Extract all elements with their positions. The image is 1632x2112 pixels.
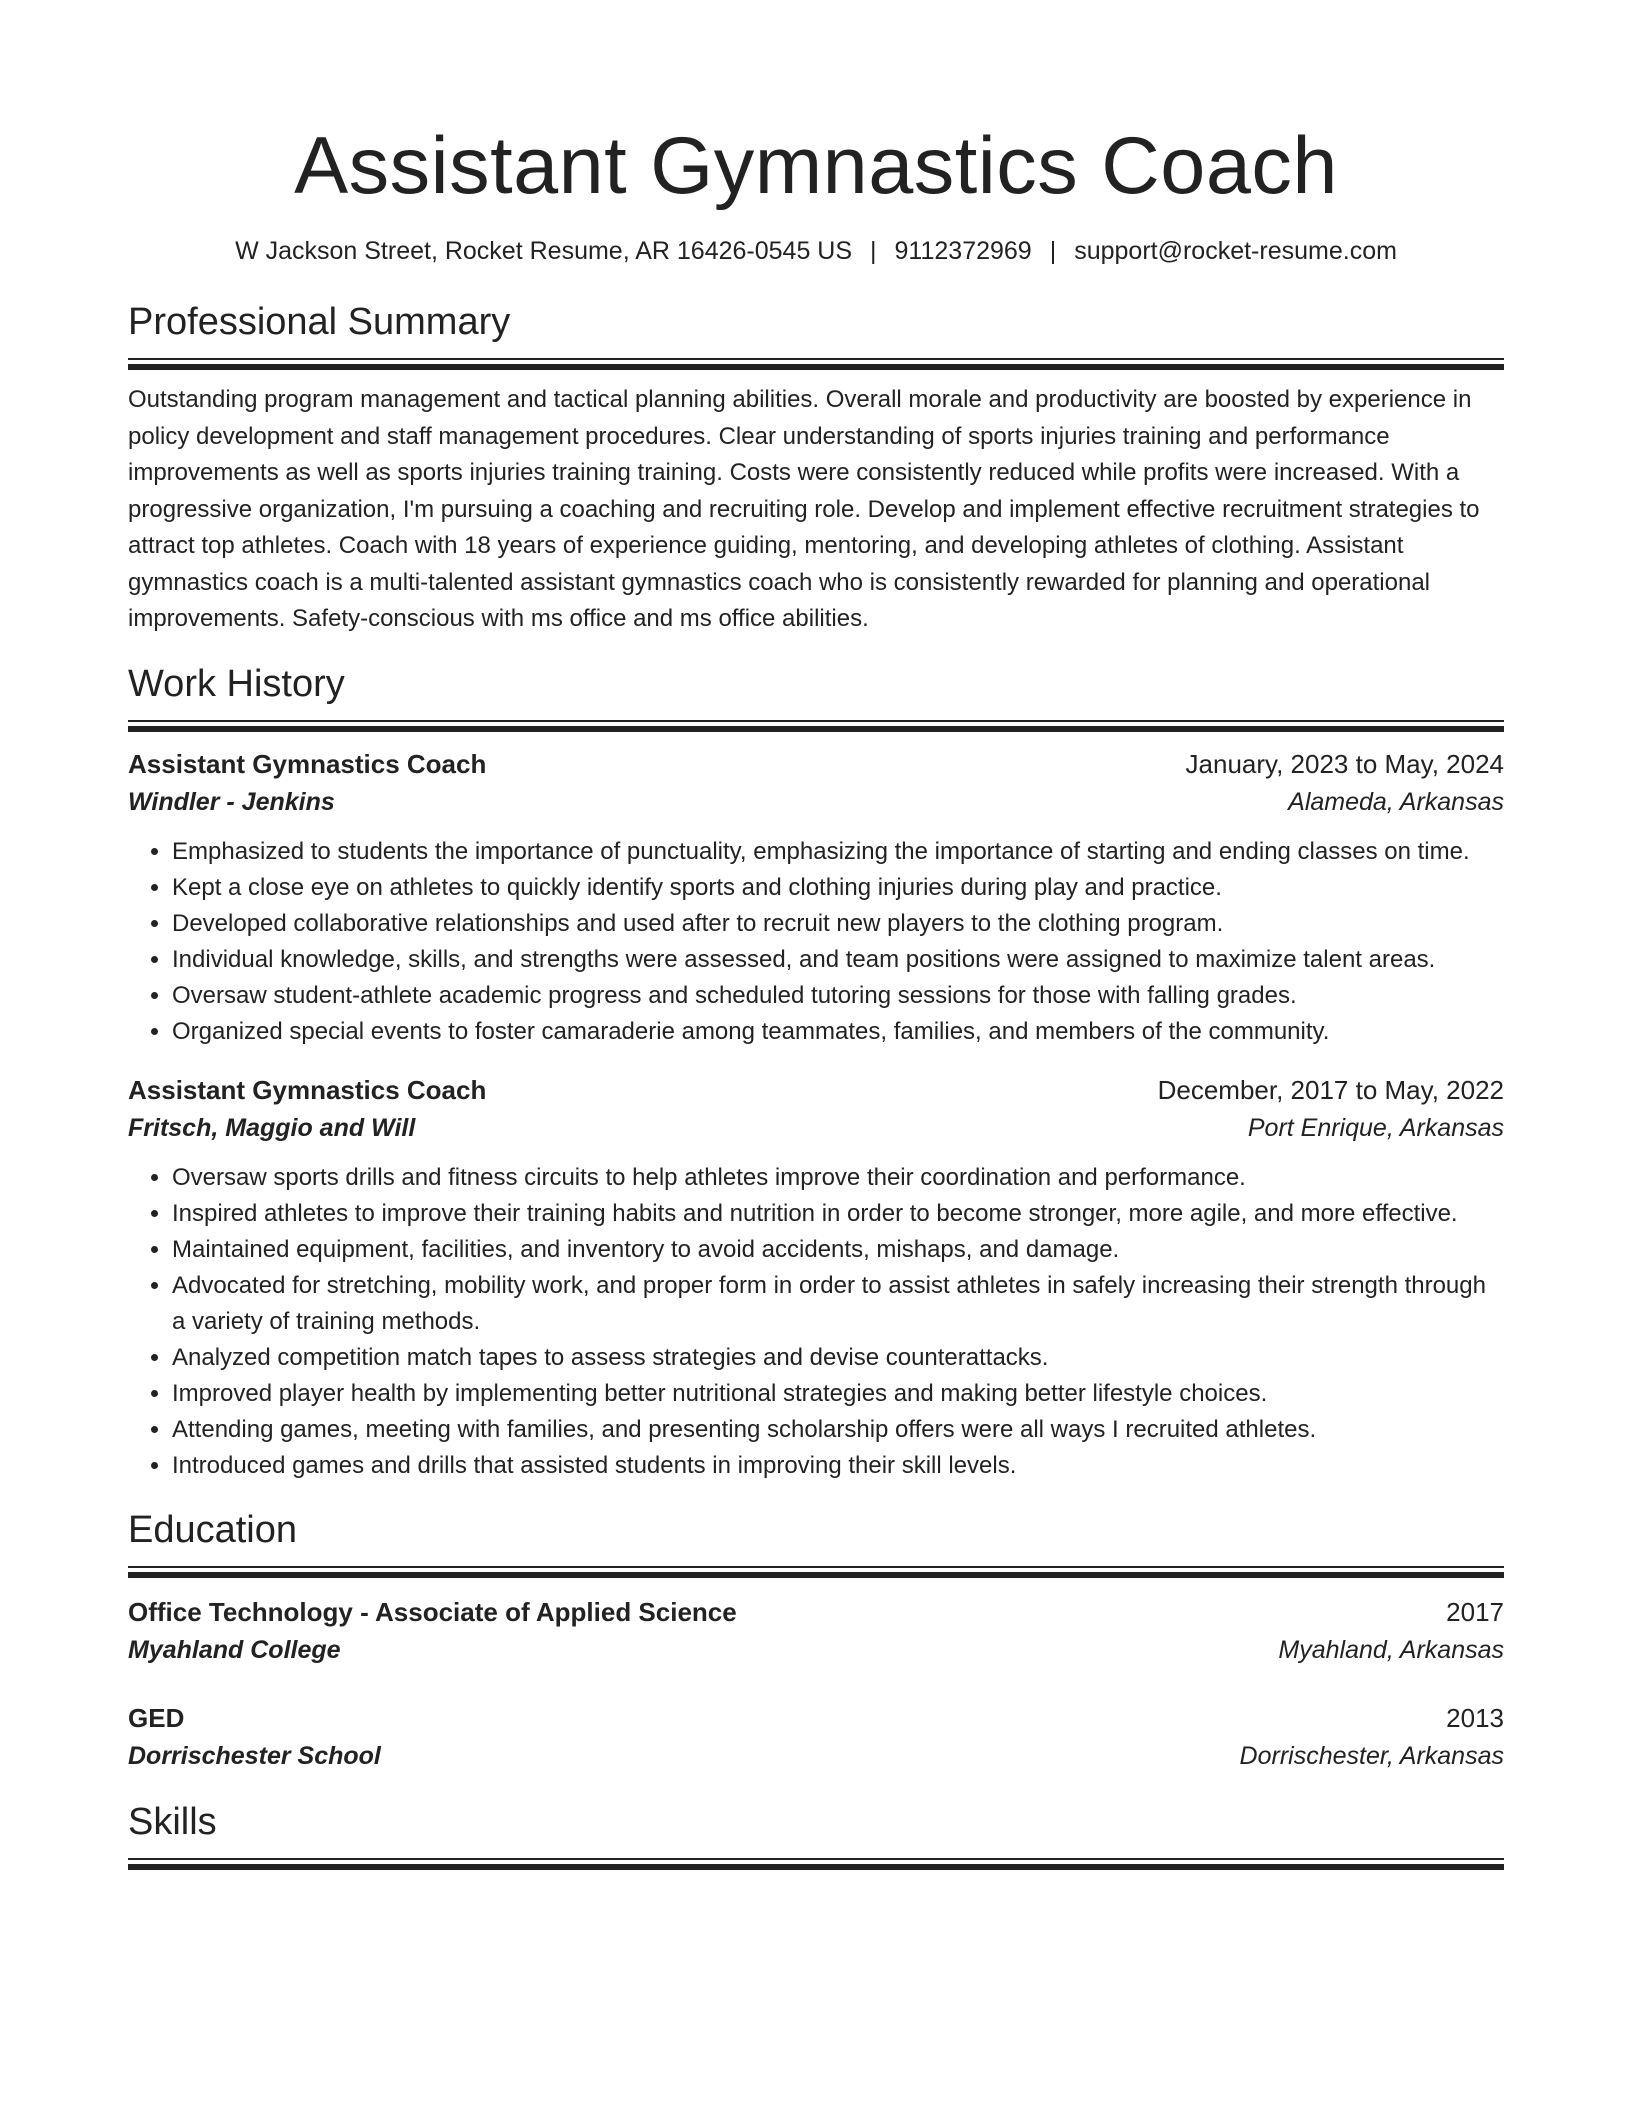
education-entry bbox=[128, 1594, 1504, 1670]
education-subheader-row bbox=[128, 1736, 1504, 1776]
job-location: Port Enrique, Arkansas bbox=[1247, 1113, 1504, 1142]
contact-address: W Jackson Street, Rocket Resume, AR 16426-0545 US bbox=[235, 237, 853, 265]
job-entry bbox=[128, 746, 1504, 1050]
education-degree: Office Technology - Associate of Applied Science bbox=[128, 1596, 737, 1627]
section-divider bbox=[128, 358, 1504, 370]
job-bullet: • Developed collaborative relationships and used after to recruit new players to the clothing program. bbox=[172, 906, 1504, 942]
contact-separator: | bbox=[1049, 237, 1057, 265]
job-bullet: • Emphasized to students the importance of punctuality, emphasizing the importance of starting and ending classes on time. bbox=[172, 834, 1504, 870]
job-company: Windler - Jenkins bbox=[128, 787, 335, 816]
skills-section bbox=[128, 1798, 1504, 1870]
education-school: Dorrischester School bbox=[128, 1741, 381, 1770]
job-bullet: • Improved player health by implementing better nutritional strategies and making better lifestyle choices. bbox=[172, 1376, 1504, 1412]
job-bullet: • Advocated for stretching, mobility work, and proper form in order to assist athletes in safely increasing their strength through a variety of training methods. bbox=[172, 1268, 1504, 1340]
job-bullet: • Organized special events to foster camaraderie among teammates, families, and members of the community. bbox=[172, 1014, 1504, 1050]
education-location: Myahland, Arkansas bbox=[1278, 1635, 1504, 1664]
section-divider bbox=[128, 1858, 1504, 1870]
job-bullet: • Introduced games and drills that assisted students in improving their skill levels. bbox=[172, 1448, 1504, 1484]
education-subheader-row bbox=[128, 1630, 1504, 1670]
education-degree: GED bbox=[128, 1702, 185, 1733]
contact-email[interactable]: support@rocket-resume.com bbox=[1074, 237, 1397, 265]
education-school: Myahland College bbox=[128, 1635, 341, 1664]
job-location: Alameda, Arkansas bbox=[1288, 787, 1504, 816]
education-section bbox=[128, 1506, 1504, 1776]
job-dates: December, 2017 to May, 2022 bbox=[1157, 1074, 1504, 1105]
resume-name: Assistant Gymnastics Coach bbox=[294, 121, 1338, 211]
job-bullet: • Inspired athletes to improve their training habits and nutrition in order to become stronger, more agile, and more effective. bbox=[172, 1196, 1504, 1232]
job-dates: January, 2023 to May, 2024 bbox=[1185, 748, 1504, 779]
education-year: 2017 bbox=[1446, 1596, 1504, 1627]
job-bullet: • Kept a close eye on athletes to quickly identify sports and clothing injuries during play and practice. bbox=[172, 870, 1504, 906]
job-bullet: • Maintained equipment, facilities, and inventory to avoid accidents, mishaps, and damage. bbox=[172, 1232, 1504, 1268]
job-subheader-row bbox=[128, 782, 1504, 822]
contact-phone: 9112372969 bbox=[894, 237, 1032, 265]
section-title-summary: Professional Summary bbox=[128, 301, 511, 343]
job-bullets bbox=[128, 834, 1504, 1050]
education-location: Dorrischester, Arkansas bbox=[1239, 1741, 1504, 1770]
job-position: Assistant Gymnastics Coach bbox=[128, 748, 487, 779]
contact-separator: | bbox=[870, 237, 877, 265]
job-bullet: • Oversaw sports drills and fitness circuits to help athletes improve their coordination and performance. bbox=[172, 1160, 1504, 1196]
job-bullet: • Individual knowledge, skills, and strengths were assessed, and team positions were assigned to maximize talent areas. bbox=[172, 942, 1504, 978]
job-bullet: • Attending games, meeting with families, and presenting scholarship offers were all ways I recruited athletes. bbox=[172, 1412, 1504, 1448]
section-divider bbox=[128, 720, 1504, 732]
section-title-skills: Skills bbox=[128, 1800, 217, 1843]
job-bullets bbox=[128, 1160, 1504, 1484]
section-title-education: Education bbox=[128, 1508, 298, 1551]
summary-text: Outstanding program management and tactical planning abilities. Overall morale and productivity are boosted by experience in policy development and staff management procedures. Clear understanding of sports injuries training and performance improvements as well as sports injuries training training. Costs were consistently reduced while profits were increased. With a progressive organization, I'm pursuing a coaching and recruiting role. Develop and implement effective recruitment strategies to attract top athletes. Coach with 18 years of experience guiding, mentoring, and developing athletes of clothing. Assistant gymnastics coach is a multi-talented assistant gymnastics coach who is consistently rewarded for planning and operational improvements. Safety-conscious with ms office and ms office abilities. bbox=[128, 386, 1480, 632]
job-bullet: • Oversaw student-athlete academic progress and scheduled tutoring sessions for those with falling grades. bbox=[172, 978, 1504, 1014]
work-history-section bbox=[128, 660, 1504, 1484]
education-header-row bbox=[128, 1700, 1504, 1736]
education-header-row bbox=[128, 1594, 1504, 1630]
education-year: 2013 bbox=[1446, 1702, 1504, 1733]
education-entry bbox=[128, 1700, 1504, 1776]
job-header-row bbox=[128, 1072, 1504, 1108]
section-divider bbox=[128, 1566, 1504, 1578]
job-subheader-row bbox=[128, 1108, 1504, 1148]
job-company: Fritsch, Maggio and Will bbox=[128, 1113, 416, 1142]
job-entry bbox=[128, 1072, 1504, 1484]
job-header-row bbox=[128, 746, 1504, 782]
job-bullet: • Analyzed competition match tapes to assess strategies and devise counterattacks. bbox=[172, 1340, 1504, 1376]
contact-line bbox=[128, 234, 1504, 268]
section-title-work-history: Work History bbox=[128, 662, 345, 705]
summary-section bbox=[128, 298, 1504, 638]
job-position: Assistant Gymnastics Coach bbox=[128, 1074, 487, 1105]
